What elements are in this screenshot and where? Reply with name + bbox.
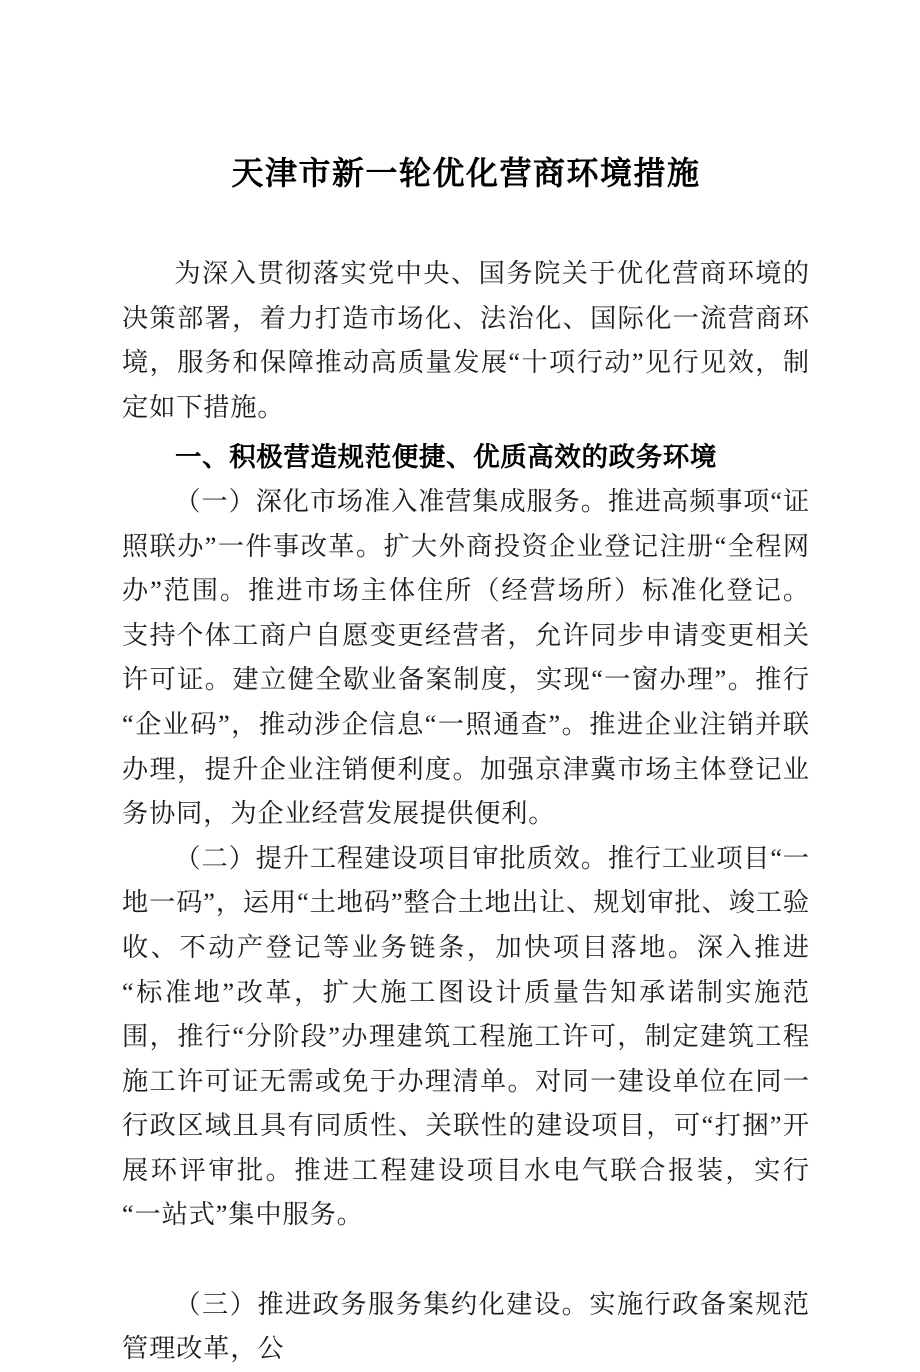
- page-title: 天津市新一轮优化营商环境措施: [231, 155, 701, 191]
- preamble-paragraph: 为深入贯彻落实党中央、国务院关于优化营商环境的决策部署，着力打造市场化、法治化、国际化一流营商环境，服务和保障推动高质量发展“十项行动”见行见效，制定如下措施。: [122, 259, 810, 422]
- measure-item-3: （三）推进政务服务集约化建设。实施行政备案规范管理改革，公: [122, 1289, 810, 1364]
- section-heading-1: 一、积极营造规范便捷、优质高效的政务环境: [175, 442, 717, 473]
- document-content: [122, 0, 810, 1372]
- measure-item-1: （一）深化市场准入准营集成服务。推进高频事项“证照联办”一件事改革。扩大外商投资企业登记注册“全程网办”范围。推进市场主体住所（经营场所）标准化登记。支持个体工商户自愿变更经营者，允许同步申请变更相关许可证。建立健全歇业备案制度，实现“一窗办理”。推行“企业码”，推动涉企信息“一照通查”。推进企业注销并联办理，提升企业注销便利度。加强京津冀市场主体登记业务协同，为企业经营发展提供便利。: [122, 486, 810, 829]
- measure-item-2: （二）提升工程建设项目审批质效。推行工业项目“一地一码”，运用“土地码”整合土地出让、规划审批、竣工验收、不动产登记等业务链条，加快项目落地。深入推进“标准地”改革，扩大施工图设计质量告知承诺制实施范围，推行“分阶段”办理建筑工程施工许可，制定建筑工程施工许可证无需或免于办理清单。对同一建设单位在同一行政区域且具有同质性、关联性的建设项目，可“打捆”开展环评审批。推进工程建设项目水电气联合报装，实行“一站式”集中服务。: [122, 843, 810, 1230]
